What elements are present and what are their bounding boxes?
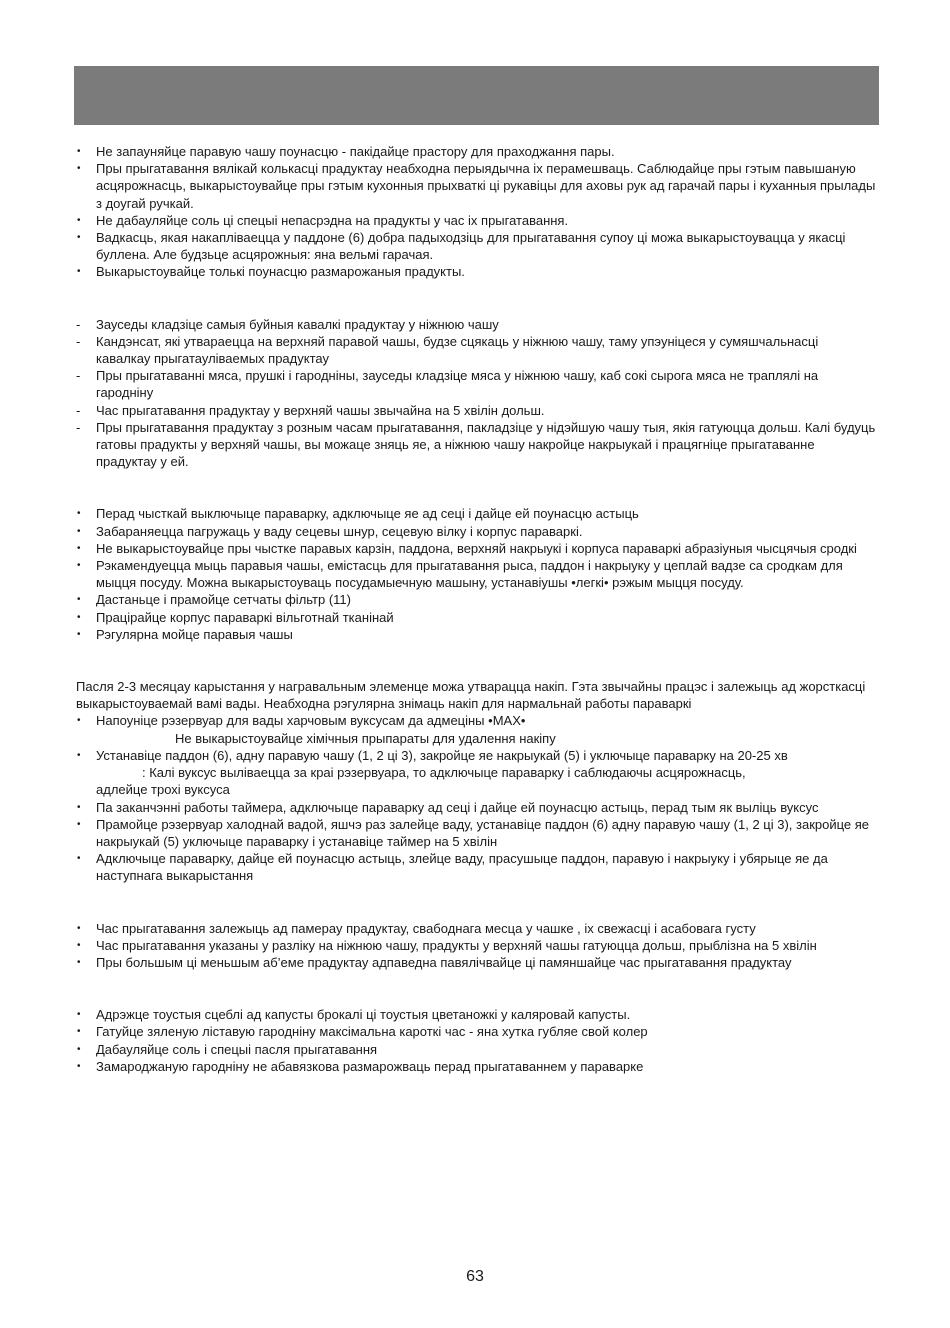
list-item: • Рэкамендуецца мыць паравыя чашы, емістасць для прыгатавання рыса, паддон і накрыуку у цеплай вадзе са сродкам для мыцця посуду. Можна выкарыстоуваць посудамыечную машыну, устанавіушы •легкі• рэжым мыцця посуду. (76, 557, 876, 591)
vegetables-list (76, 1006, 876, 1075)
list-item: • Прамойце рэзервуар халоднай вадой, яшчэ раз залейце ваду, устанавіце паддон (6) адну паравую чашу (1, 2 ці 3), закройце яе накрыукай (5) уключыце параварку і устанавіце таймер на 5 хвілін (76, 816, 876, 850)
descaling-note: Не выкарыстоувайце хімічныя прыпараты для удалення накіпу (175, 730, 556, 746)
descaling-list (76, 712, 876, 884)
list-item: • Гатуйце зяленую ліставую гародніну максімальна кароткі час - яна хутка губляе свой колер (76, 1023, 876, 1040)
list-item: • Не выкарыстоувайце пры чыстке паравых карзін, паддона, верхняй накрыукі і корпуса параваркі абразіуныя чысцячыя сродкі (76, 540, 876, 557)
list-item: • Не дабауляйце соль ці спецыі непасрэдна на прадукты у час іх прыгатавання. (76, 212, 876, 229)
cleaning-list (76, 505, 876, 643)
list-item: • Рэгулярна мойце паравыя чашы (76, 626, 876, 643)
header-bar (74, 66, 879, 125)
page-number: 63 (466, 1268, 484, 1285)
list-item: - Зауседы кладзіце самыя буйныя кавалкі прадуктау у ніжнюю чашу (76, 316, 876, 333)
list-item: • Не запауняйце паравую чашу поунасцю - пакідайце прастору для праходжання пары. (76, 143, 876, 160)
list-item: • Перад чысткай выключыце параварку, адключыце яе ад сеці і дайце ей поунасцю астыць (76, 505, 876, 522)
list-item: - Пры прыгатавання прадуктау з розным часам прыгатавання, пакладзіце у нідэйшую чашу тыя, якія гатуюцца дольш. Калі будуць гатовы прадукты у верхняй чашы, вы можаце зняць яе, а ніжнюю чашу накройце накрыукай і працягніце прыгатаванне прадуктау у ей. (76, 419, 876, 471)
list-item: • Пры большым ці меньшым аб’еме прадуктау адпаведна павялічвайце ці памяншайце час прыгатавання прадуктау (76, 954, 876, 971)
cooking-tips-list (76, 143, 876, 281)
list-item: • Па заканчэнні работы таймера, адключыце параварку ад сеці і дайце ей поунасцю астыць, перад тым як выліць вуксус (76, 799, 876, 816)
list-item: - Пры прыгатаванні мяса, прушкі і гародніны, зауседы кладзіце мяса у ніжнюю чашу, каб сокі сырога мяса не траплялі на гародніну (76, 367, 876, 401)
descaling-note-continued: адлейце трохі вуксуса (96, 782, 230, 798)
list-item: - Час прыгатавання прадуктау у верхняй чашы звычайна на 5 хвілін дольш. (76, 402, 876, 419)
page-content (76, 143, 876, 1075)
list-item: • Час прыгатавання указаны у разліку на ніжнюю чашу, прадукты у верхняй чашы гатуюцца дольш, прыблізна на 5 хвілін (76, 937, 876, 954)
cooking-time-list (76, 920, 876, 972)
descaling-step: Напоуніце рэзервуар для вады харчовым вуксусам да адмецiны •MAX• (96, 713, 526, 729)
descaling-intro: Пасля 2-3 месяцау карыстання у награвальным элеменце можа утварацца накіп. Гэта звычайны працэс і залежыць ад жорсткасці выкарыстоуваемай вамі вады. Неабходна рэгулярна знімаць накіп для нармальнай работы параваркі (76, 679, 866, 712)
list-item: • Выкарыстоувайце толькі поунасцю размарожаныя прадукты. (76, 263, 876, 280)
list-item: • Вадкасць, якая накапліваецца у паддоне (6) добра падыходзіць для прыгатавання супоу ці можа выкарыстоувацца у якасці буллена. Але будзьце асцярожныя: яна вельмі гарачая. (76, 229, 876, 263)
list-item (76, 712, 876, 746)
list-item: • Пры прыгатавання вялікай колькасці прадуктау неабходна перыядычна іх перамешваць. Саблюдайце пры гэтым павышаную асцярожнасць, выкарыстоувайце пры гэтым кухонныя прыхваткі ці рукавіцы для аховы рук ад гарачай пары і куханныя прылады з доугай ручкай. (76, 160, 876, 212)
list-item (76, 747, 876, 799)
list-item: • Дастаньце і прамойце сетчаты фільтр (11) (76, 591, 876, 608)
list-item: • Замароджаную гародніну не абавязкова размарожваць перад прыгатаваннем у параварке (76, 1058, 876, 1075)
list-item: • Працірайце корпус параваркі вільготнай тканінай (76, 609, 876, 626)
list-item: • Час прыгатавання залежыць ад памерау прадуктау, свабоднага месца у чашке , іх свежасці і асабовага густу (76, 920, 876, 937)
two-bowls-list (76, 316, 876, 471)
list-item: • Адрэжце тоустыя сцеблі ад капусты брокалі ці тоустыя цветаножкі у каляровай капусты. (76, 1006, 876, 1023)
list-item: • Адключыце параварку, дайце ей поунасцю астыць, злейце ваду, прасушыце паддон, паравую і накрыуку і убярыце яе да наступнага выкарыстання (76, 850, 876, 884)
descaling-step: Устанавіце паддон (6), адну паравую чашу (1, 2 ці 3), закройце яе накрыукай (5) і уключыце параварку на 20-25 хв (96, 747, 788, 763)
list-item: • Забараняецца пагружаць у ваду сецевы шнур, сецевую вілку і корпус параваркі. (76, 523, 876, 540)
descaling-note: : Калі вуксус выліваецца за краі рэзервуара, то адключыце параварку і саблюдаючы асцярожнасць, (142, 765, 746, 781)
list-item: - Кандэнсат, які утвараецца на верхняй паравой чашы, будзе сцякаць у ніжнюю чашу, таму упэуніцеся у сумяшчальнасці кавалкау прыгатауліваемых прадуктау (76, 333, 876, 367)
list-item: • Дабауляйце соль і спецыі пасля прыгатавання (76, 1041, 876, 1058)
